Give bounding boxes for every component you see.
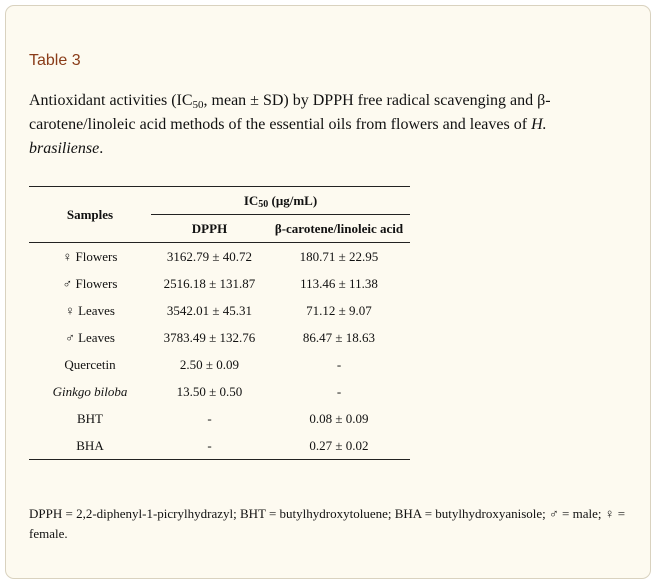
antioxidant-table	[29, 186, 410, 460]
table-row	[29, 270, 410, 297]
ic50-group-header	[151, 187, 410, 215]
dpph-cell: 3162.79 ± 40.72	[166, 248, 253, 264]
table-row	[29, 432, 410, 460]
caption-species-name: H. brasiliense	[29, 116, 547, 157]
beta-carotene-cell: 71.12 ± 9.07	[306, 302, 372, 318]
beta-carotene-cell: 0.27 ± 0.02	[268, 432, 410, 460]
sample-cell: BHA	[29, 432, 151, 460]
beta-carotene-cell: 180.71 ± 22.95	[299, 248, 379, 264]
caption-text-start: Antioxidant activities (IC	[29, 92, 193, 109]
sample-cell: ♂ Leaves	[65, 329, 115, 345]
table-label: Table 3	[29, 52, 81, 69]
dpph-cell: 3783.49 ± 132.76	[163, 329, 256, 345]
samples-header: Samples	[29, 187, 151, 243]
sample-cell: Ginkgo biloba	[52, 383, 128, 399]
beta-carotene-cell: -	[336, 383, 342, 399]
header-row-group	[29, 187, 410, 215]
table-panel	[5, 5, 651, 579]
sample-cell: ♀ Flowers	[62, 248, 118, 264]
beta-carotene-cell: 0.08 ± 0.09	[309, 410, 369, 426]
dpph-cell: 13.50 ± 0.50	[176, 383, 243, 399]
ic50-header-prefix: IC	[243, 192, 259, 208]
dpph-cell: -	[207, 410, 212, 426]
table-row	[29, 378, 410, 405]
sample-cell: ♀ Leaves	[65, 302, 115, 318]
ic50-header-subscript: 50	[258, 198, 269, 210]
beta-carotene-cell: 113.46 ± 11.38	[300, 275, 378, 291]
ic50-header-unit: (μg/mL)	[268, 192, 318, 208]
beta-carotene-cell: 86.47 ± 18.63	[302, 329, 376, 345]
table-row	[29, 243, 410, 271]
sample-cell: ♂ Flowers	[62, 275, 118, 291]
caption-text-end: .	[99, 140, 104, 157]
dpph-cell: 2.50 ± 0.09	[179, 356, 240, 372]
table-row	[29, 351, 410, 378]
table-row	[29, 405, 410, 432]
beta-carotene-cell: -	[336, 356, 342, 372]
caption-text-body: , mean ± SD) by DPPH free radical scavenging and β-carotene/linoleic acid methods of the essential oils from flowers and leaves of	[29, 92, 551, 133]
table-row	[29, 297, 410, 324]
table-caption	[29, 89, 619, 161]
caption-ic50-subscript: 50	[192, 99, 204, 111]
dpph-cell: -	[151, 432, 268, 460]
dpph-column-header: DPPH	[151, 215, 268, 243]
sample-cell: Quercetin	[64, 356, 116, 372]
dpph-cell: 2516.18 ± 131.87	[163, 275, 256, 291]
table-row	[29, 324, 410, 351]
dpph-cell: 3542.01 ± 45.31	[166, 302, 253, 318]
beta-carotene-column-header: β-carotene/linoleic acid	[268, 215, 410, 243]
table-footnote: DPPH = 2,2-diphenyl-1-picrylhydrazyl; BHT = butylhydroxytoluene; BHA = butylhydroxyanisole; ♂ = male; ♀ = female.	[29, 506, 626, 541]
sample-cell: BHT	[77, 410, 103, 426]
